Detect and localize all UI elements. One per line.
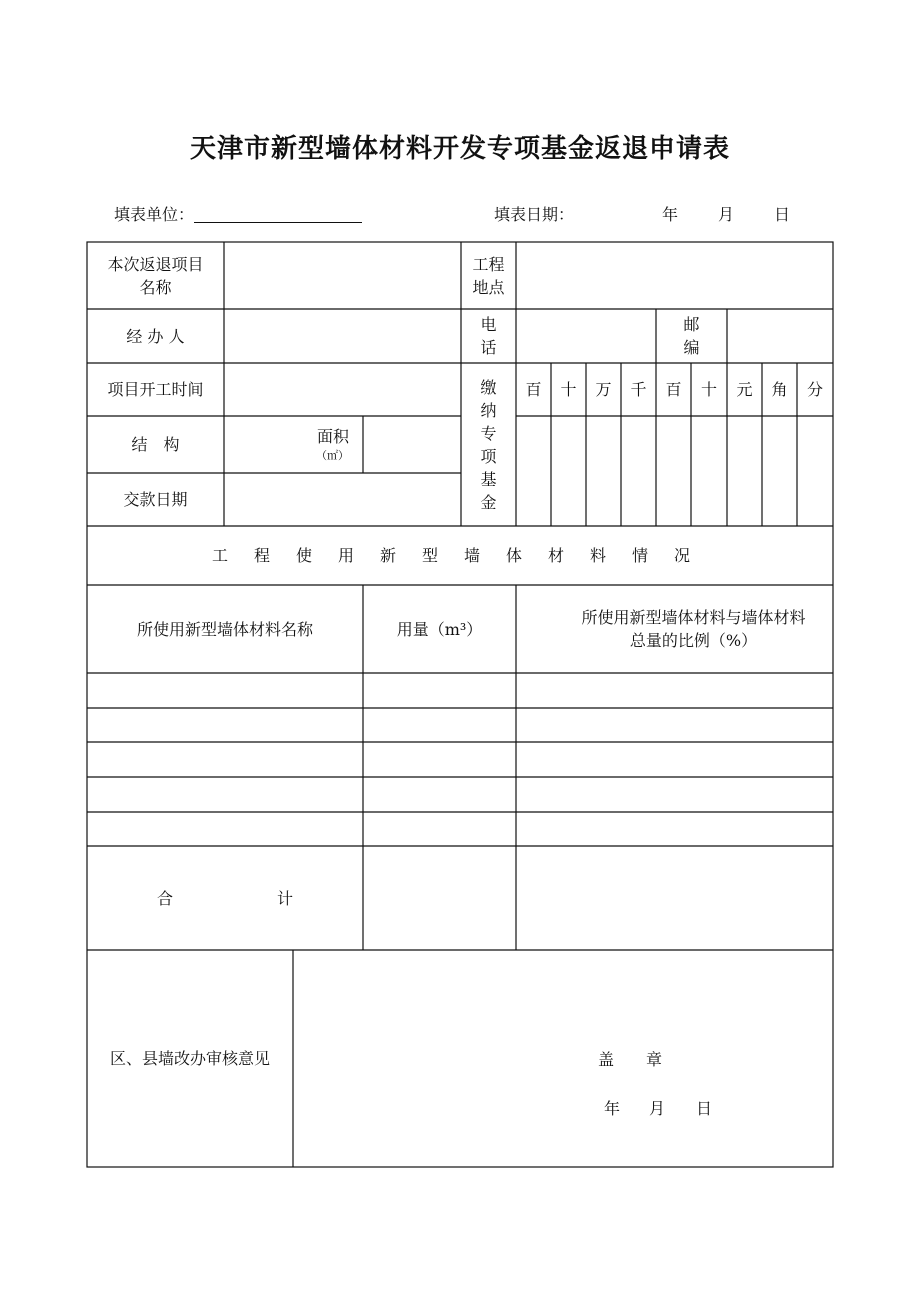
digit-field[interactable] (551, 416, 586, 526)
digit-header: 角 (771, 380, 788, 399)
digit-field[interactable] (621, 416, 656, 526)
total-label-left: 合 (157, 888, 174, 908)
location-label: 工程 地点 (472, 254, 505, 297)
handler-label: 经 办 人 (126, 326, 185, 346)
material-ratio-header: 所使用新型墙体材料与墙体材料 总量的比例（%） (581, 608, 806, 650)
digit-header: 分 (806, 380, 823, 399)
fill-date-day: 日 (774, 205, 791, 224)
material-ratio-cell[interactable] (516, 673, 833, 708)
material-ratio-cell[interactable] (516, 708, 833, 742)
material-name-cell[interactable] (87, 742, 363, 777)
digit-header: 百 (665, 380, 682, 399)
material-amount-cell[interactable] (363, 812, 516, 846)
start-time-field[interactable] (224, 363, 461, 416)
digit-header: 千 (630, 380, 647, 399)
area-field[interactable] (363, 416, 461, 473)
material-ratio-cell[interactable] (516, 742, 833, 777)
digit-field[interactable] (762, 416, 797, 526)
phone-label: 电 话 (480, 315, 497, 357)
review-label: 区、县墙改办审核意见 (109, 1049, 270, 1068)
structure-label: 结 构 (131, 435, 180, 454)
digit-header: 百 (525, 380, 542, 399)
digit-header: 元 (736, 380, 753, 399)
material-amount-cell[interactable] (363, 708, 516, 742)
phone-field[interactable] (516, 309, 656, 363)
material-name-header: 所使用新型墙体材料名称 (136, 619, 313, 639)
digit-field[interactable] (516, 416, 551, 526)
form-title: 天津市新型墙体材料开发专项基金返退申请表 (189, 134, 730, 164)
digit-field[interactable] (691, 416, 727, 526)
fill-date-month: 月 (718, 205, 735, 224)
material-name-cell[interactable] (87, 708, 363, 742)
location-field[interactable] (516, 242, 833, 309)
material-name-cell[interactable] (87, 812, 363, 846)
area-label: 面积 （㎡） (316, 427, 349, 462)
postcode-label: 邮 编 (683, 315, 700, 357)
material-amount-cell[interactable] (363, 777, 516, 812)
total-amount-field[interactable] (363, 846, 516, 950)
seal-label: 盖 章 (597, 1049, 662, 1069)
review-year: 年 (603, 1098, 620, 1118)
digit-header: 十 (700, 380, 717, 399)
project-name-field[interactable] (224, 242, 461, 309)
fill-date-year: 年 (662, 205, 679, 224)
fund-label: 缴 纳 专 项 基 金 (480, 377, 497, 512)
review-day: 日 (695, 1098, 712, 1118)
digit-field[interactable] (656, 416, 691, 526)
review-month: 月 (648, 1098, 665, 1118)
section-heading: 工程使用新型墙体材料情况 (211, 546, 716, 565)
total-label (87, 846, 363, 950)
postcode-field[interactable] (727, 309, 833, 363)
handler-field[interactable] (224, 309, 461, 363)
fill-date-label: 填表日期： (494, 205, 575, 224)
digit-field[interactable] (727, 416, 762, 526)
total-ratio-field[interactable] (516, 846, 833, 950)
fill-unit-label: 填表单位： (114, 205, 195, 224)
payment-date-field[interactable] (224, 473, 461, 526)
material-name-cell[interactable] (87, 777, 363, 812)
digit-header: 十 (560, 380, 577, 399)
digit-field[interactable] (797, 416, 833, 526)
digit-field[interactable] (586, 416, 621, 526)
material-ratio-cell[interactable] (516, 812, 833, 846)
material-name-cell[interactable] (87, 673, 363, 708)
material-amount-cell[interactable] (363, 673, 516, 708)
total-label-right: 计 (277, 888, 294, 908)
digit-header: 万 (595, 380, 612, 399)
material-amount-header: 用量（m³） (396, 619, 483, 639)
start-time-label: 项目开工时间 (107, 380, 204, 399)
payment-date-label: 交款日期 (123, 490, 188, 509)
project-name-label: 本次返退项目 名称 (107, 254, 204, 297)
material-ratio-cell[interactable] (516, 777, 833, 812)
material-amount-cell[interactable] (363, 742, 516, 777)
